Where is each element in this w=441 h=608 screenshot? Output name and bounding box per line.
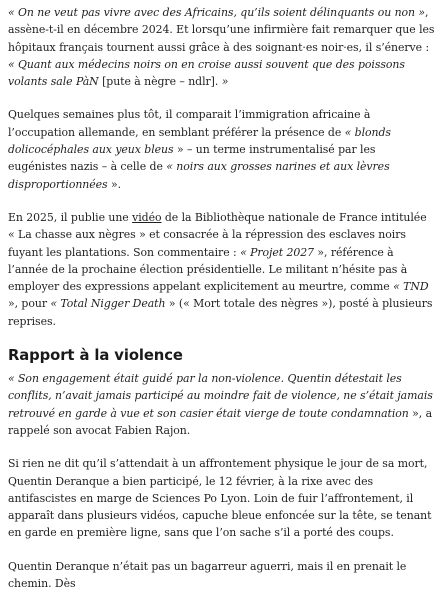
- text: Quentin Deranque n’était pas un bagarreur aguerri, mais il en prenait le chemin. Dès: [8, 559, 407, 591]
- quote-tnd: « TND: [393, 280, 429, 294]
- quote-close: »: [221, 75, 229, 89]
- quote-noirs: « noirs aux grosses narines et aux lèvres disproportionnées: [8, 160, 390, 191]
- quote-blonds: « blonds dolicocéphales aux yeux bleus: [8, 125, 391, 157]
- text: », référence à l’année de la prochaine élection présidentielle. Le militant n’hésite pas à employer des expressions appelant explicitement au meurtre, comme: [8, 245, 408, 294]
- text: En 2025, il publie une: [8, 210, 133, 224]
- quote-africains: « On ne veut pas vivre avec des Africains, qu’ils soient délinquants ou non »: [8, 6, 426, 19]
- text: [pute à nègre – ndlr].: [98, 75, 222, 89]
- quote-medecins: « Quant aux médecins noirs on en croise aussi souvent que des poissons volants sale PàN: [8, 57, 405, 89]
- paragraph-2: [8, 106, 436, 192]
- text: Quelques semaines plus tôt, il comparait l’immigration africaine à l’occupation allemande, en semblant préférer la présence de: [8, 108, 371, 139]
- paragraph-5: [8, 455, 436, 541]
- text: ».: [107, 177, 122, 191]
- text: » – un terme instrumentalisé par les eugénistes nazis – à celle de: [8, 143, 376, 174]
- paragraph-6: [8, 558, 436, 593]
- paragraph-3: [8, 209, 436, 330]
- text: », pour: [8, 297, 51, 311]
- paragraph-4: [8, 370, 436, 439]
- quote-projet: « Projet 2027: [240, 245, 315, 259]
- section-heading: Rapport à la violence: [8, 347, 183, 365]
- article-body: [8, 4, 436, 608]
- text: », a rappelé son avocat Fabien Rajon.: [8, 406, 433, 437]
- text: , assène-t-il en décembre 2024. Et lorsqu’une infirmière fait remarquer que les hôpitaux français tournent aussi grâce à des soignant·es noir·es, il s’énerve :: [8, 6, 435, 54]
- quote-engagement: « Son engagement était guidé par la non-violence. Quentin détestait les conflits, n’avait jamais participé au moindre fait de violence, ne s’était jamais retrouvé en garde à vue et son casier était vierge de toute condamnation: [8, 372, 433, 420]
- text: Si rien ne dit qu’il s’attendait à un affrontement physique le jour de sa mort, Quentin Deranque a bien participé, le 12 février, à la rixe avec des antifascistes en marge de Sciences Po Lyon. Loin de fuir l’affrontement, il apparaît dans plusieurs vidéos, capuche bleue enfoncée sur la tête, se tenant en garde en première ligne, sans que l’on sache s’il a porté des coups.: [8, 457, 432, 540]
- video-link[interactable]: vidéo: [132, 210, 162, 224]
- text: de la Bibliothèque nationale de France intitulée « La chasse aux nègres » et consacrée à la répression des esclaves noirs fuyant les plantations. Son commentaire :: [8, 210, 427, 259]
- quote-total: « Total Nigger Death: [50, 297, 166, 311]
- text: » (« Mort totale des nègres »), posté à plusieurs reprises.: [8, 297, 433, 328]
- paragraph-1: [8, 4, 436, 90]
